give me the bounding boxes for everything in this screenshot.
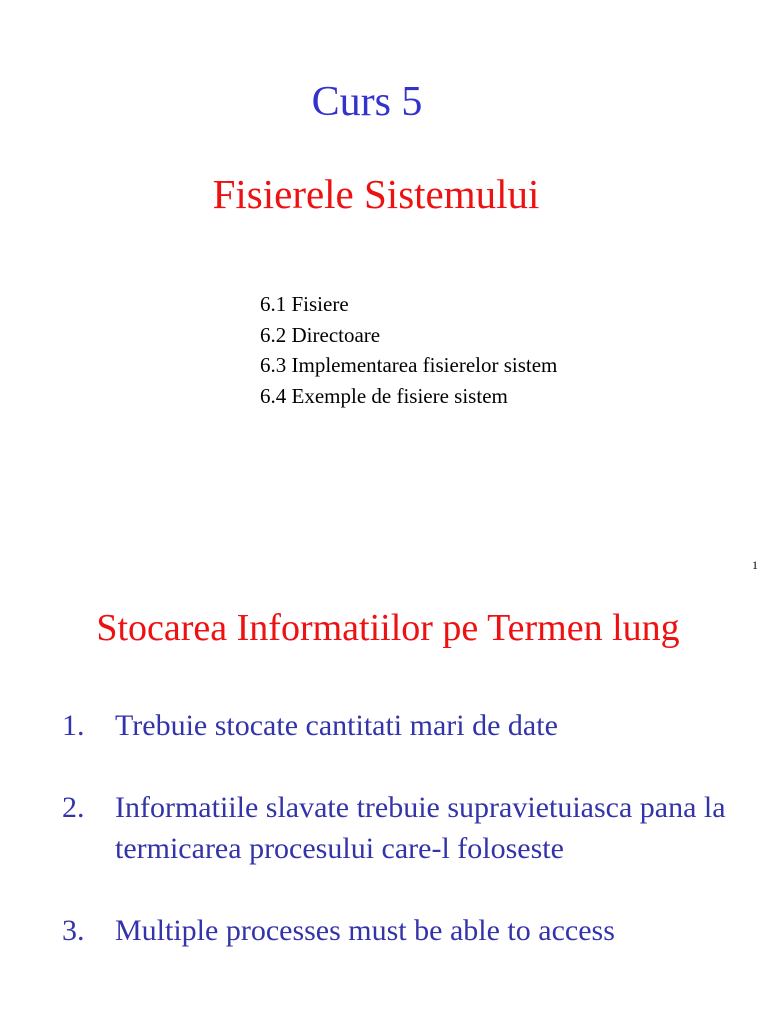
list-number: 1. [62, 709, 85, 742]
list-text: Informatiile slavate trebuie supravietuiasca pana la termicarea procesului care-l foloseste [115, 791, 726, 865]
toc-item: 6.3 Implementarea fisierelor sistem [260, 353, 558, 377]
slide-title: Stocarea Informatiilor pe Termen lung [96, 607, 680, 649]
numbered-list [62, 705, 752, 992]
chapter-title: Fisierele Sistemului [212, 171, 540, 217]
list-number: 3. [62, 914, 85, 947]
course-title: Curs 5 [311, 79, 423, 125]
toc-item: 6.4 Exemple de fisiere sistem [260, 383, 508, 408]
list-text: Trebuie stocate cantitati mari de date [115, 709, 558, 742]
toc-item: 6.1 Fisiere [260, 292, 349, 316]
list-item [62, 705, 752, 746]
page-number: 1 [752, 558, 758, 572]
table-of-contents [260, 289, 557, 411]
list-item [62, 787, 752, 869]
list-item [62, 910, 752, 951]
toc-item: 6.2 Directoare [260, 322, 381, 347]
list-text: Multiple processes must be able to access [115, 914, 615, 947]
list-number: 2. [62, 791, 85, 824]
slide-2 [0, 558, 768, 1024]
